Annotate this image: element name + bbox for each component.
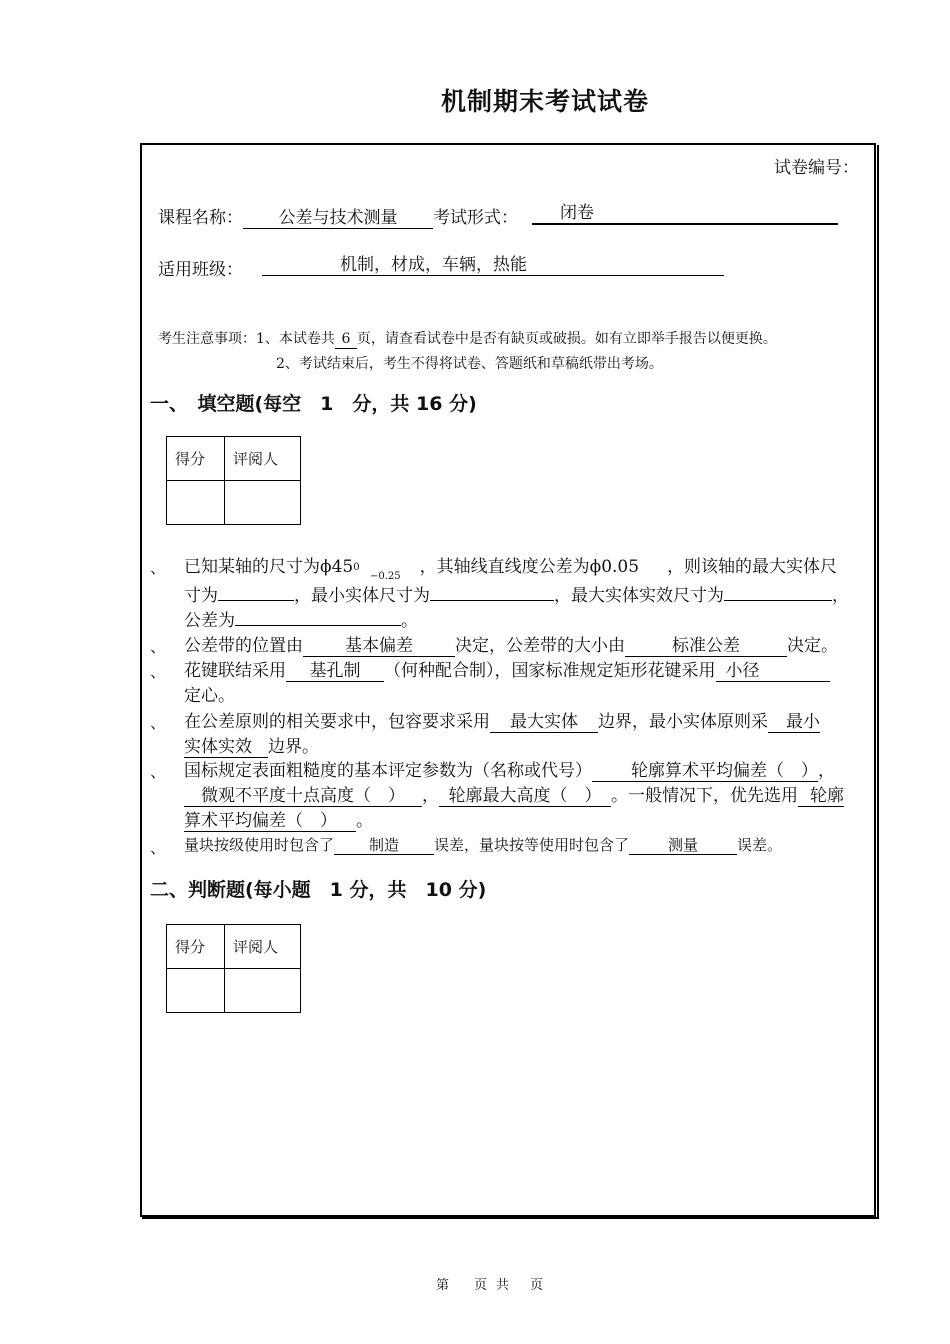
q5-line-3 <box>184 806 373 832</box>
q1-marker: 、 <box>150 558 167 577</box>
q5-text-j: 。 <box>356 811 373 831</box>
q3-line-2: 定心。 <box>184 686 235 706</box>
q1-text-f: ，最大实体实效尺寸为 <box>554 586 724 606</box>
reviewer-cell[interactable] <box>225 481 301 525</box>
exam-form-label: 考试形式： <box>433 208 518 228</box>
q2-text-a: 公差带的位置由 <box>184 636 303 656</box>
q6-text-e: 误差。 <box>737 836 783 854</box>
q5-marker: 、 <box>150 762 167 781</box>
q5-line-2 <box>184 781 844 807</box>
q4-line-2 <box>184 732 319 758</box>
q1-line-3 <box>184 606 418 631</box>
course-row <box>158 203 518 229</box>
notice-suffix: 页，请查看试卷中是否有缺页或破损。如有立即举手报告以便更换。 <box>356 331 777 347</box>
q5-answer-ry[interactable]: 轮廓最大高度（ ） <box>439 786 611 807</box>
q5-answer-ra[interactable]: 轮廓算术平均偏差（ ） <box>592 761 818 782</box>
q6-line <box>184 834 782 855</box>
q3-marker: 、 <box>150 662 167 681</box>
q1-upper-deviation: 0 <box>353 562 360 573</box>
score-header: 得分 <box>167 925 225 969</box>
footer-page-unit: 页 <box>474 1278 488 1293</box>
notice-pages: 6 <box>335 331 357 349</box>
q2-text-c: 决定，公差带的大小由 <box>455 636 625 656</box>
q5-answer-preferred-a[interactable]: 轮廓 <box>798 786 844 807</box>
q6-marker: 、 <box>150 838 167 857</box>
q4-line-1 <box>184 707 820 733</box>
q1-text-c: ，则该轴的最大实体尺 <box>667 557 838 577</box>
class-label: 适用班级： <box>158 260 243 280</box>
score-cell[interactable] <box>167 969 225 1013</box>
section-1-title: 一、 填空题(每空 1 分，共 16 分) <box>150 393 477 415</box>
class-value: 机制，材成，车辆，热能 <box>340 255 527 275</box>
frame-shadow-bottom <box>142 1217 879 1219</box>
notice-line-2: 2、考试结束后，考生不得将试卷、答题纸和草稿纸带出考场。 <box>276 356 663 372</box>
section-2-title: 二、判断题(每小题 1 分，共 10 分) <box>150 879 487 901</box>
q4-answer-envelope[interactable]: 最大实体 <box>490 712 598 733</box>
q5-answer-preferred-b[interactable]: 算术平均偏差（ ） <box>184 811 356 832</box>
q1-blank-mmvc[interactable] <box>724 600 832 601</box>
q3-line-1 <box>184 656 830 682</box>
q5-text-e: ， <box>422 786 439 806</box>
q5-text-g: 。一般情况下，优先选用 <box>611 786 798 806</box>
q1-text-d: 寸为 <box>184 586 218 606</box>
exam-form-field <box>532 203 838 225</box>
q5-text-a: 国标规定表面粗糙度的基本评定参数为（名称或代号） <box>184 761 592 781</box>
q1-line-2 <box>184 581 849 606</box>
q2-line <box>184 631 838 657</box>
q6-answer-grade[interactable]: 制造 <box>334 836 434 855</box>
q4-marker: 、 <box>150 713 167 732</box>
footer-total-label: 共 <box>496 1278 510 1293</box>
q2-text-e: 决定。 <box>787 636 838 656</box>
q1-blank-mmc[interactable] <box>218 600 294 601</box>
q4-text-a: 在公差原则的相关要求中，包容要求采用 <box>184 712 490 732</box>
q1-text-i: 。 <box>401 611 418 631</box>
score-table-2 <box>166 924 301 1013</box>
footer-total-unit: 页 <box>530 1278 544 1293</box>
q5-answer-rz[interactable]: 微观不平度十点高度（ ） <box>184 786 422 807</box>
notice-prefix: 考生注意事项：1、本试卷共 <box>158 331 335 347</box>
q4-answer-lmr-b[interactable]: 实体实效 <box>184 737 268 758</box>
q6-text-a: 量块按级使用时包含了 <box>184 836 335 854</box>
reviewer-header: 评阅人 <box>225 925 301 969</box>
q1-text-h: 公差为 <box>184 611 235 631</box>
q6-text-c: 误差，量块按等使用时包含了 <box>434 836 630 854</box>
course-label: 课程名称： <box>158 208 243 228</box>
score-cell[interactable] <box>167 481 225 525</box>
q2-answer-position[interactable]: 基本偏差 <box>303 636 455 657</box>
q4-text-c: 边界，最小实体原则采 <box>598 712 768 732</box>
course-value: 公差与技术测量 <box>243 208 433 229</box>
q4-answer-lmr-a[interactable]: 最小 <box>768 712 820 733</box>
score-header: 得分 <box>167 437 225 481</box>
q1-text-e: ，最小实体尺寸为 <box>294 586 430 606</box>
reviewer-header: 评阅人 <box>225 437 301 481</box>
class-field <box>262 255 724 276</box>
reviewer-cell[interactable] <box>225 969 301 1013</box>
exam-form-value: 闭卷 <box>560 203 594 223</box>
class-row <box>158 255 243 280</box>
score-table-1 <box>166 436 301 525</box>
q3-text-c: （何种配合制），国家标准规定矩形花键采用 <box>384 661 716 681</box>
q1-line-1 <box>184 552 837 577</box>
q1-blank-lmc[interactable] <box>430 600 554 601</box>
q1-text-b: ，其轴线直线度公差为ϕ0.05 <box>419 557 640 577</box>
q5-text-c: ， <box>818 761 835 781</box>
footer-page-label: 第 <box>436 1278 450 1293</box>
exam-number-label: 试卷编号： <box>774 158 859 178</box>
q3-answer-fit[interactable]: 基孔制 <box>286 661 384 682</box>
q2-marker: 、 <box>150 637 167 656</box>
q1-lower-deviation: −0.25 <box>370 571 401 582</box>
q1-text-g: ， <box>832 586 849 606</box>
q3-text-a: 花键联结采用 <box>184 661 286 681</box>
notice-line-1 <box>158 328 777 349</box>
frame-shadow-right <box>877 145 879 1219</box>
q5-line-1 <box>184 756 835 782</box>
q2-answer-size[interactable]: 标准公差 <box>625 636 787 657</box>
page-title: 机制期末考试试卷 <box>440 87 649 116</box>
q1-text-a: 已知某轴的尺寸为ϕ45 <box>184 557 354 577</box>
q3-answer-centering[interactable]: 小径 <box>716 661 830 682</box>
q1-blank-tolerance[interactable] <box>235 625 401 626</box>
q4-text-f: 边界。 <box>268 737 319 757</box>
q6-answer-class[interactable]: 测量 <box>629 836 737 855</box>
